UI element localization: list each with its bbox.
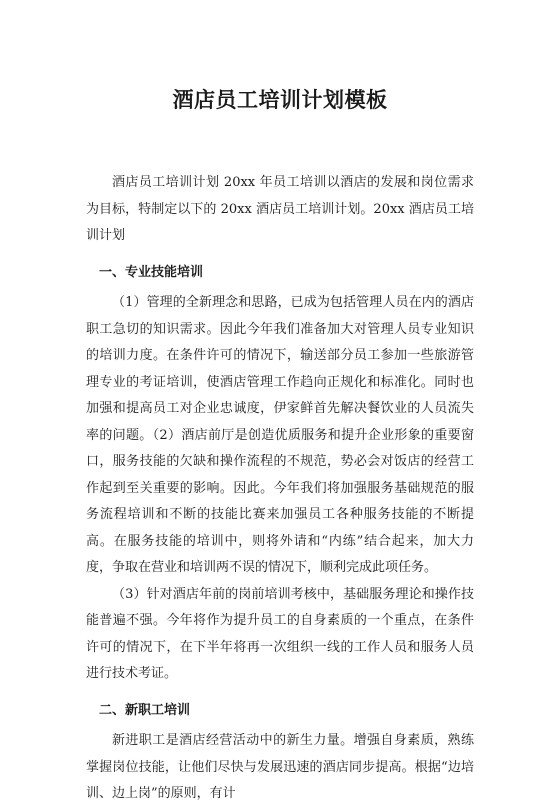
intro-paragraph: 酒店员工培训计划 20xx 年员工培训以酒店的发展和岗位需求为目标，特制定以下的 20xx 酒店员工培训计划。20xx 酒店员工培训计划 <box>86 175 474 243</box>
section-heading-skills: 一、专业技能培训 <box>99 264 204 280</box>
section-heading-new-staff: 二、新职工培训 <box>99 702 191 718</box>
document-title: 酒店员工培训计划模板 <box>172 87 388 112</box>
section-new-staff-paragraph-1: 新进职工是酒店经营活动中的新生力量。增强自身素质，熟练掌握岗位技能，让他们尽快与发展迅速的酒店同步提高。根据“边培训、边上岗”的原则，有计 <box>86 733 474 801</box>
section-skills-paragraph-1: （1）管理的全新理念和思路，已成为包括管理人员在内的酒店职工急切的知识需求。因此今年我们准备加大对管理人员专业知识的培训力度。在条件许可的情况下，输送部分员工参加一些旅游管理专业的考证培训，使酒店管理工作趋向正规化和标准化。同时也加强和提高员工对企业忠诚度，伊家鲜首先解决餐饮业的人员流失率的问题。（2）酒店前厅是创造优质服务和提升企业形象的重要窗口，服务技能的欠缺和操作流程的不规范，势必会对饭店的经营工作起到至关重要的影响。因此。今年我们将加强服务基础规范的服务流程培训和不断的技能比赛来加强员工各种服务技能的不断提高。在服务技能的培训中，则将外请和“内练”结合起来，加大力度，争取在营业和培训两不误的情况下，顺利完成此项任务。 <box>86 295 474 575</box>
section-skills-paragraph-2: （3）针对酒店年前的岗前培训考核中，基础服务理论和操作技能普遍不强。今年将作为提升员工的自身素质的一个重点，在条件许可的情况下，在下半年将再一次组织一线的工作人员和服务人员进行技术考证。 <box>86 586 474 681</box>
